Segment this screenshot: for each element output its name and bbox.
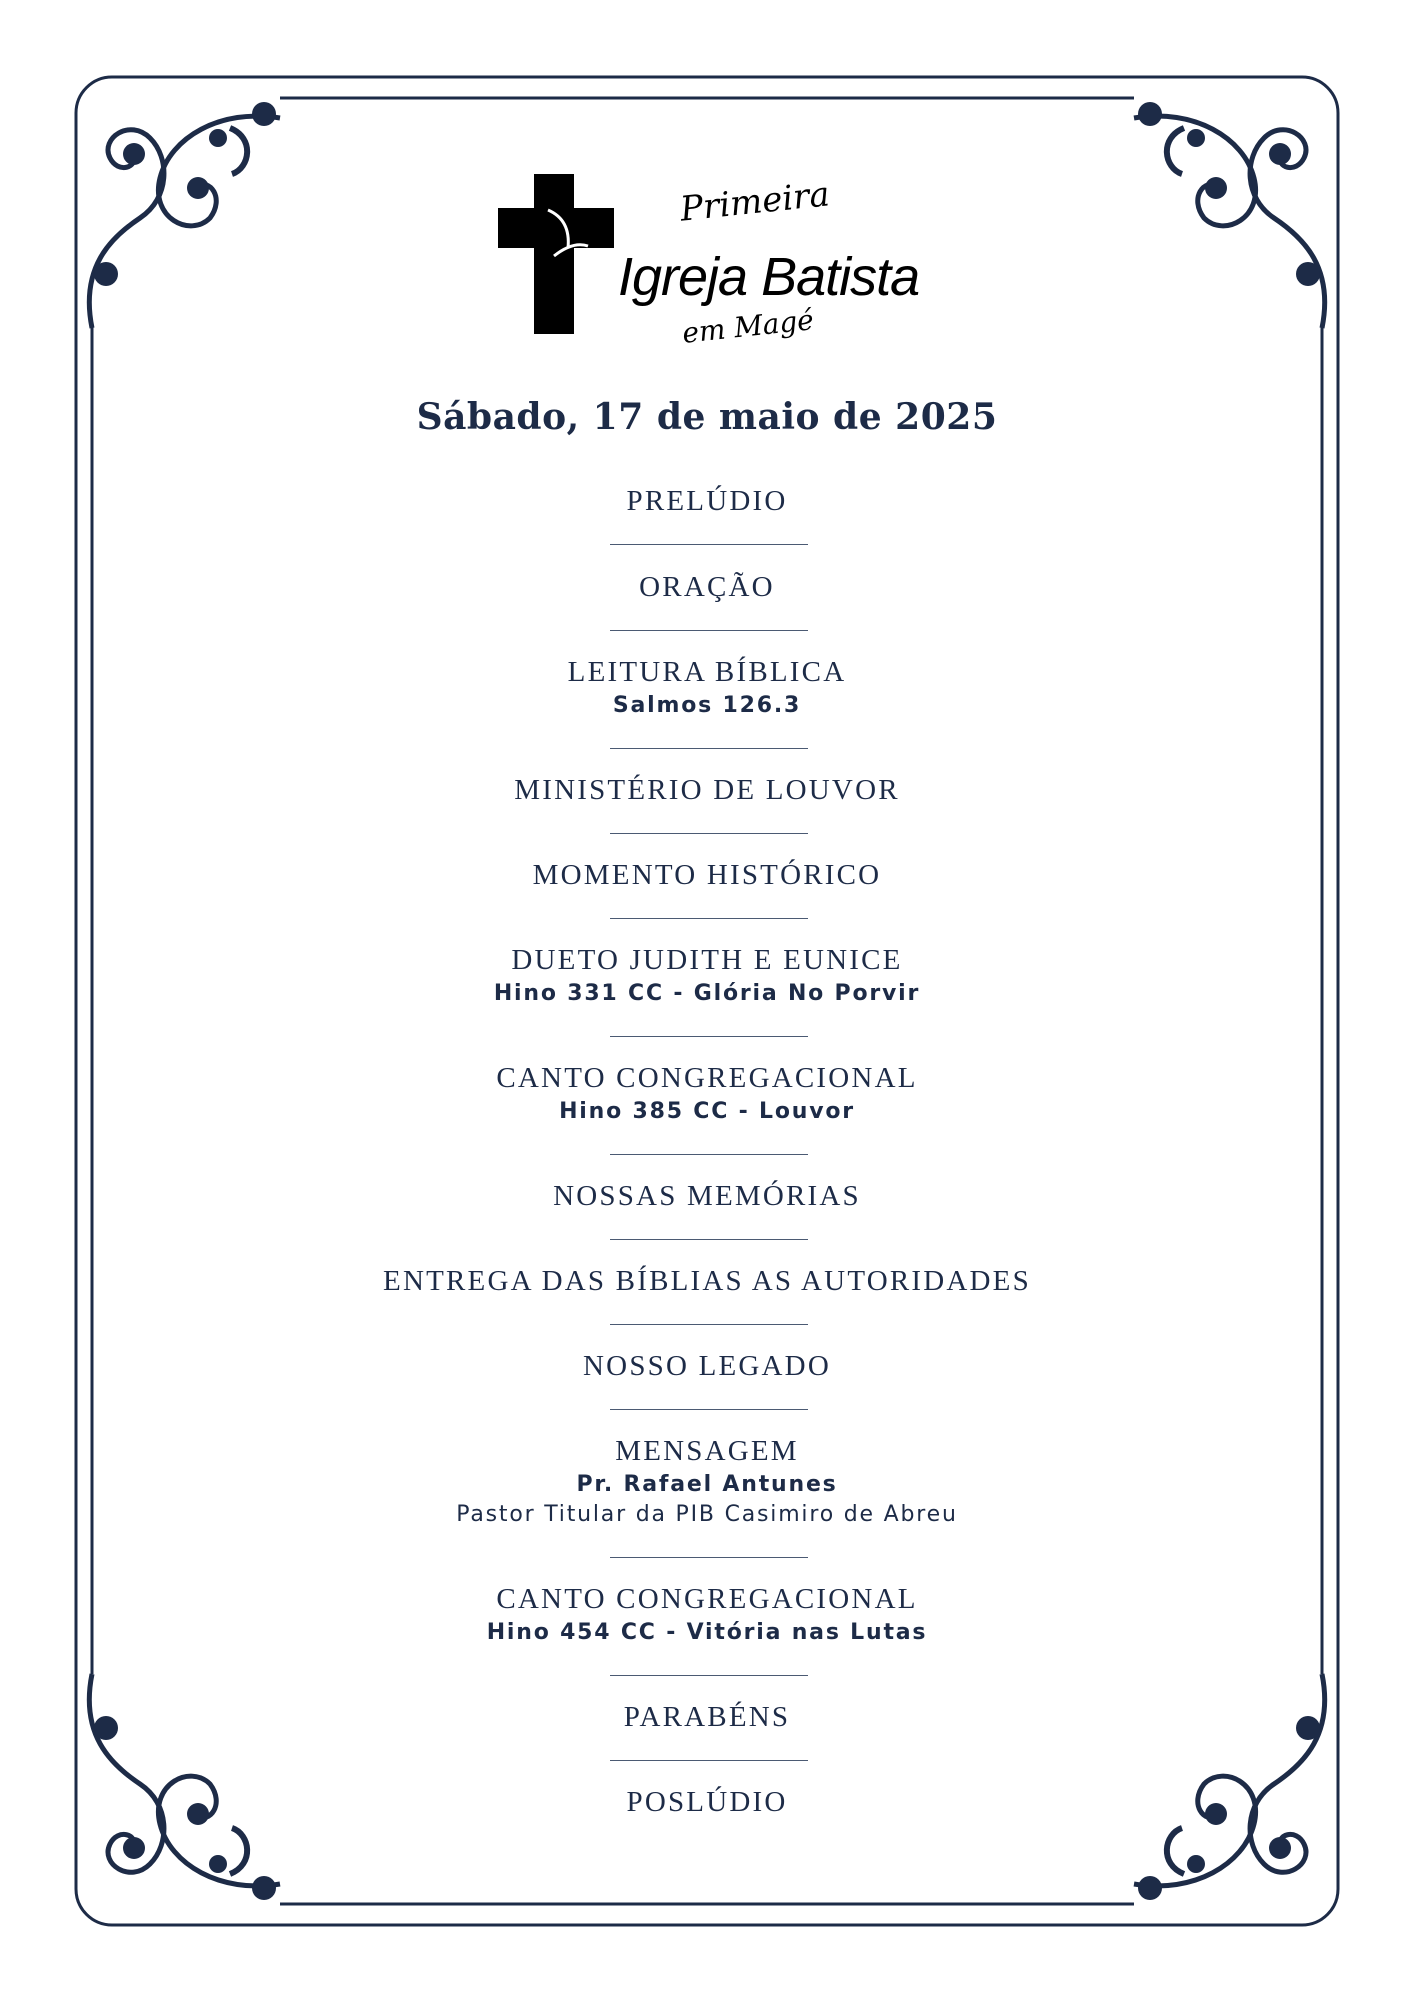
divider [610, 1324, 808, 1325]
program-item [0, 1262, 1414, 1300]
program-item [0, 1580, 1414, 1648]
program-item [0, 568, 1414, 606]
program-item-title: LEITURA BÍBLICA [567, 656, 847, 688]
program-item-title: ORAÇÃO [639, 571, 775, 603]
divider [610, 544, 808, 545]
program-item [0, 856, 1414, 894]
divider [610, 748, 808, 749]
program-item-title: MENSAGEM [615, 1435, 799, 1467]
church-logo [490, 166, 930, 356]
program-item-subtitle: Salmos 126.3 [612, 693, 802, 718]
program-item-title: ENTREGA DAS BÍBLIAS AS AUTORIDADES [383, 1265, 1031, 1297]
divider [610, 1760, 808, 1761]
program-item [0, 1347, 1414, 1385]
service-date: Sábado, 17 de maio de 2025 [416, 396, 998, 438]
divider [610, 1409, 808, 1410]
program-item-title: PARABÉNS [623, 1701, 791, 1733]
divider [610, 630, 808, 631]
program-item-title: NOSSAS MEMÓRIAS [553, 1180, 861, 1212]
program-item-title: DUETO JUDITH E EUNICE [511, 944, 903, 976]
program-item [0, 771, 1414, 809]
program-item-subtitle: Pr. Rafael Antunes [576, 1472, 838, 1497]
logo-text-primeira: Primeira [678, 174, 832, 230]
cross-icon [490, 166, 620, 336]
program-item [0, 941, 1414, 1009]
program-item [0, 1432, 1414, 1530]
program-item [0, 1698, 1414, 1736]
divider [610, 833, 808, 834]
program-item-title: MINISTÉRIO DE LOUVOR [514, 774, 900, 806]
program-item-title: POSLÚDIO [626, 1786, 788, 1818]
program-item [0, 1059, 1414, 1127]
program-item-title: CANTO CONGREGACIONAL [496, 1062, 918, 1094]
program-item-subtitle: Hino 385 CC - Louvor [559, 1099, 855, 1124]
program-item-subtitle: Hino 454 CC - Vitória nas Lutas [486, 1620, 928, 1645]
program-item-subtitle: Hino 331 CC - Glória No Porvir [493, 981, 921, 1006]
divider [610, 1557, 808, 1558]
program-item [0, 1177, 1414, 1215]
divider [610, 1239, 808, 1240]
divider [610, 1036, 808, 1037]
program-item [0, 653, 1414, 721]
program-item-title: NOSSO LEGADO [583, 1350, 831, 1382]
logo-text-igreja-batista: Igreja Batista [618, 247, 920, 307]
divider [610, 918, 808, 919]
program-item [0, 1783, 1414, 1821]
program-item-title: MOMENTO HISTÓRICO [532, 859, 882, 891]
program-item [0, 482, 1414, 520]
program-item-description: Pastor Titular da PIB Casimiro de Abreu [456, 1502, 958, 1527]
logo-text-em-mage: em Magé [680, 303, 816, 350]
program-item-title: CANTO CONGREGACIONAL [496, 1583, 918, 1615]
program-item-title: PRELÚDIO [626, 485, 788, 517]
divider [610, 1675, 808, 1676]
divider [610, 1154, 808, 1155]
